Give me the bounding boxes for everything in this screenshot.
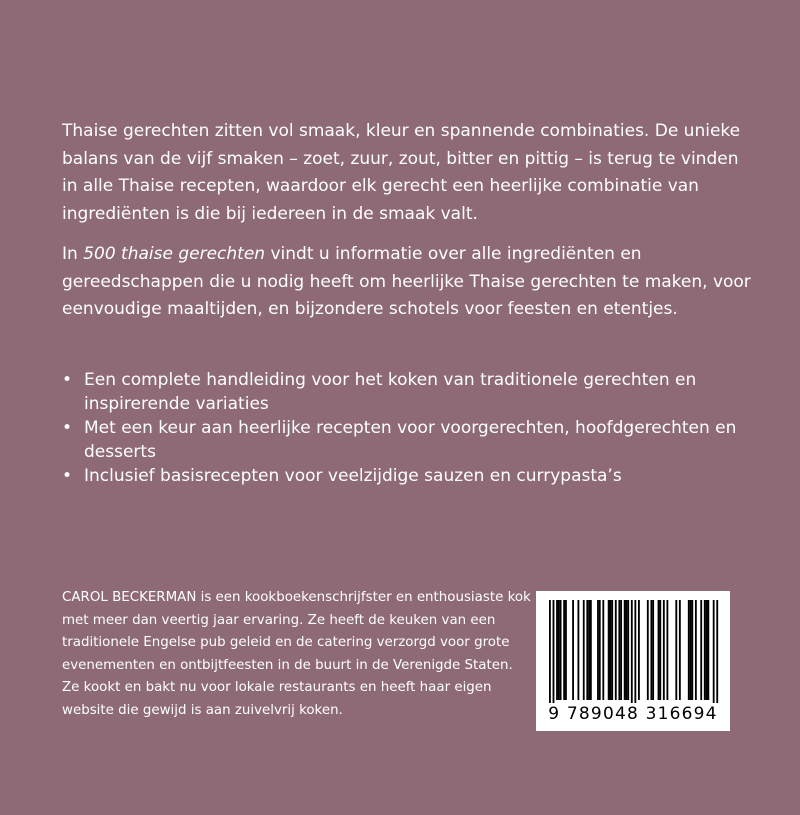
barcode-bar <box>590 600 592 700</box>
list-item: • Met een keur aan heerlijke recepten voor voorgerechten, hoofdgerechten en desserts <box>62 418 737 462</box>
barcode-bar <box>666 600 668 700</box>
intro-paragraph-2-rest: vindt u informatie over alle ingrediënten en gereedschappen die u nodig heeft om heerlijke Thaise gerechten te maken, voor eenvoudige maaltijden, en bijzondere schotels voor feesten en etentjes. <box>62 244 751 319</box>
bullet-icon: • <box>62 418 73 438</box>
barcode-bar <box>602 600 604 700</box>
barcode-bar <box>716 600 718 703</box>
barcode-bar <box>615 600 617 700</box>
barcode-bar <box>553 600 555 703</box>
barcode-bar <box>611 600 613 700</box>
barcode-bar <box>560 600 562 700</box>
intro-paragraph-2 <box>62 241 752 324</box>
barcode-bar <box>577 600 579 700</box>
barcode-bar <box>586 600 588 700</box>
author-bio: CAROL BECKERMAN is een kookboekenschrijfster en enthousiaste kok met meer dan veertig jaar ervaring. Ze heeft de keuken van een traditionele Engelse pub geleid en de catering verzorgd voor grote evenementen en ontbijtfeesten in de buurt in de Verenigde Staten. Ze kookt en bakt nu voor lokale restaurants en heeft haar eigen website die gewijd is aan zuivelvrij koken. <box>62 590 531 718</box>
list-item: • Inclusief basisrecepten voor veelzijdige sauzen en currypasta’s <box>62 466 622 486</box>
barcode-bar <box>558 600 560 700</box>
barcode-bar <box>563 600 565 700</box>
barcode-bar <box>610 600 612 700</box>
barcode-bar <box>624 600 626 700</box>
barcode-bar <box>658 600 660 700</box>
book-title: 500 thaise gerechten <box>83 244 266 264</box>
barcode-bar <box>650 600 652 700</box>
barcode-bar <box>675 600 677 700</box>
barcode-bar <box>572 600 574 700</box>
intro-paragraph-2-prefix: In <box>62 244 84 264</box>
barcode <box>536 591 730 731</box>
barcode-bar <box>659 600 661 700</box>
barcode-bar <box>690 600 692 700</box>
intro-paragraph-1: Thaise gerechten zitten vol smaak, kleur en spannende combinaties. De unieke balans van de vijf smaken – zoet, zuur, zout, bitter en pittig – is terug te vinden in alle Thaise recepten, waardoor elk gerecht een heerlijke combinatie van ingrediënten is die bij iedereen in de smaak valt. <box>62 121 741 224</box>
list-item: • Een complete handleiding voor het koken van traditionele gerechten en inspirerende variaties <box>62 370 697 414</box>
barcode-bar <box>565 600 567 700</box>
barcode-bars <box>536 591 730 703</box>
barcode-bar <box>627 600 629 700</box>
barcode-bar <box>588 600 590 700</box>
barcode-bar <box>583 600 585 700</box>
barcode-bar <box>556 600 558 700</box>
barcode-bar <box>647 600 649 700</box>
barcode-bar <box>626 600 628 700</box>
barcode-bar <box>652 600 654 700</box>
barcode-bar <box>688 600 690 700</box>
bullet-icon: • <box>62 370 73 390</box>
barcode-bar <box>634 600 636 703</box>
barcode-bar <box>713 600 715 703</box>
barcode-bar <box>599 600 601 700</box>
feature-list <box>62 368 752 488</box>
barcode-bar <box>704 600 706 700</box>
barcode-bar <box>695 600 697 700</box>
barcode-bar <box>706 600 708 700</box>
barcode-bar <box>608 600 610 700</box>
barcode-bar <box>638 600 640 700</box>
barcode-bar <box>691 600 693 700</box>
barcode-bar <box>707 600 709 700</box>
bullet-icon: • <box>62 466 73 486</box>
barcode-bar <box>618 600 620 700</box>
barcode-bar <box>597 600 599 700</box>
barcode-bar <box>631 600 633 703</box>
barcode-bar <box>549 600 551 703</box>
barcode-bar <box>663 600 665 700</box>
isbn-number: 9 789048 316694 <box>548 704 718 724</box>
barcode-bar <box>700 600 702 700</box>
barcode-bar <box>620 600 622 700</box>
barcode-bar <box>679 600 681 700</box>
